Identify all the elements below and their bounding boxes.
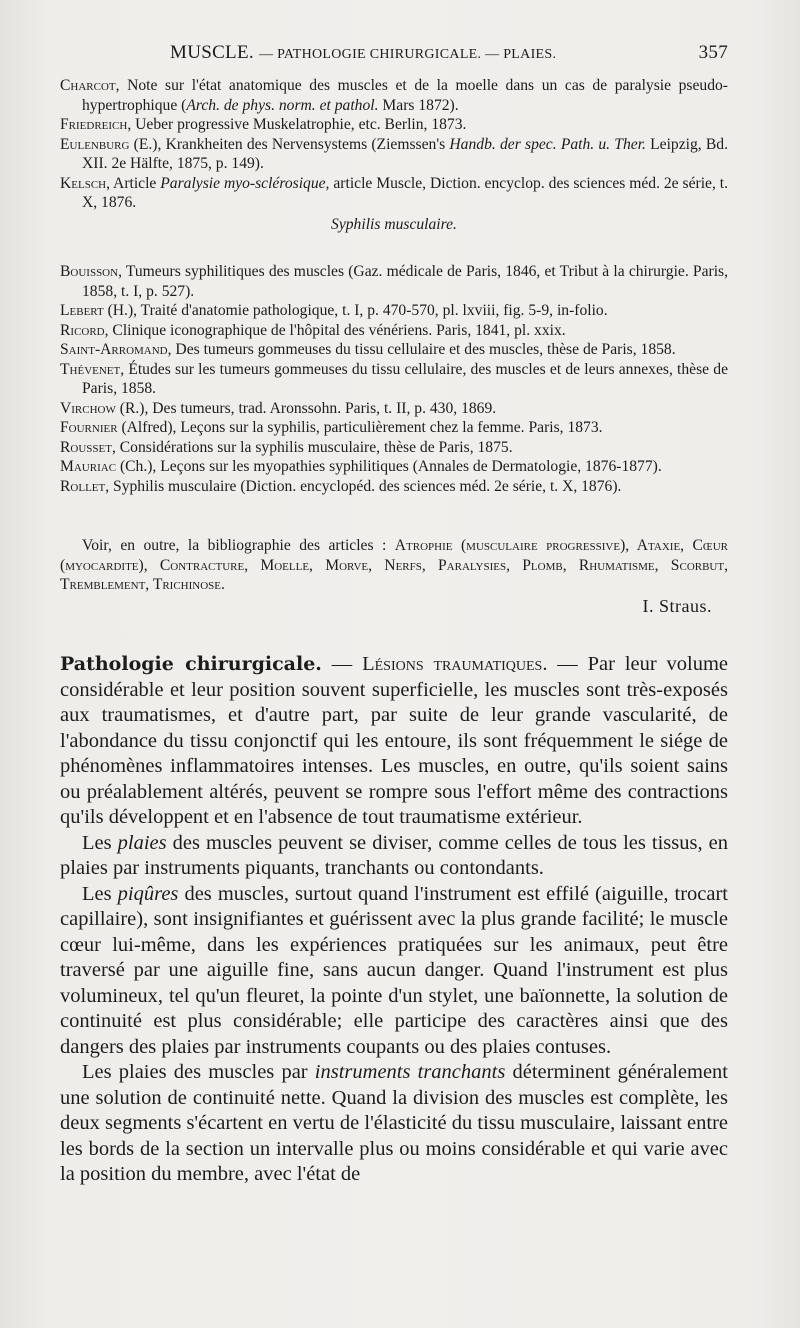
- see-also-note: [60, 536, 728, 595]
- bib-text: (Alfred), Leçons sur la syphilis, particulièrement chez la femme. Paris, 1873.: [117, 419, 603, 436]
- bib-author: Lebert: [60, 302, 104, 319]
- paragraph-text: Par leur volume considérable et leur position souvent superficielle, les muscles sont très-exposés aux traumatismes, et d'autre part, par suite de leur grande vascularité, de l'abondance du tissu conjonctif qui les entoure, ils sont fréquemment le siége de phénomènes inflammatoires intenses. Les muscles, en outre, qu'ils soient sains ou préalablement altérés, peuvent se rompre sous l'effort même des contractions qu'ils développent et en l'absence de tout traumatisme extérieur.: [60, 653, 729, 828]
- paragraph: [60, 831, 728, 882]
- bib-entry: [60, 174, 728, 213]
- bib-text: Des tumeurs gommeuses du tissu cellulaire et des muscles, thèse de Paris, 1858.: [171, 341, 676, 358]
- bib-entry: [60, 360, 728, 399]
- section-heading: Pathologie chirurgicale.: [60, 653, 322, 675]
- bib-text: Considérations sur la syphilis musculaire, thèse de Paris, 1875.: [115, 438, 513, 456]
- section-subheading: — Lésions traumatiques. —: [331, 653, 578, 675]
- bib-author: Bouisson,: [60, 263, 122, 280]
- emphasis: instruments tranchants: [314, 1061, 506, 1083]
- bib-entry: [60, 418, 728, 438]
- bib-author: Thévenet,: [60, 360, 125, 378]
- bib-text: (H.), Traité d'anatomie pathologique, t. I, p. 470-570, pl. lxviii, fig. 5-9, in-folio.: [103, 302, 608, 319]
- emphasis: plaies: [117, 831, 167, 854]
- bib-author: Kelsch,: [60, 174, 110, 192]
- running-header: [60, 42, 728, 68]
- bib-entry: [60, 438, 728, 458]
- bib-journal: Paralysie myo-sclérosique,: [160, 174, 330, 192]
- bib-entry: [60, 399, 728, 419]
- bib-text: Tumeurs syphilitiques des muscles (Gaz. médicale de Paris, 1846, et Tribut à la chirurgie. Paris, 1858, t. I, p. 527).: [82, 263, 728, 300]
- bib-author: Rousset,: [60, 438, 116, 456]
- bib-tail: Leipzig, Bd. XII. 2e Hälfte, 1875, p. 149).: [82, 135, 728, 172]
- bib-entry: [60, 135, 728, 174]
- bib-author: Friedreich,: [60, 116, 132, 133]
- bib-text: Note sur l'état anatomique des muscles et de la moelle dans un cas de paralysie pseudo-hypertrophique (: [82, 77, 728, 114]
- paragraph-text: Les: [82, 882, 118, 905]
- author-signature: I. Straus.: [642, 596, 712, 616]
- bib-text: Article: [110, 174, 161, 192]
- bib-entry: [60, 76, 728, 115]
- bib-entry: [60, 477, 728, 497]
- paragraph-text: des muscles peuvent se diviser, comme celles de tous les tissus, en plaies par instruments piquants, tranchants ou contondants.: [60, 831, 728, 879]
- see-also-refs: Atrophie (musculaire progressive), Ataxie, Cœur (myocardite), Contracture, Moelle, Morve, Nerfs, Paralysies, Plomb, Rhumatisme, Scorbut, Tremblement, Trichinose.: [60, 537, 728, 593]
- main-text: [60, 652, 728, 1188]
- see-also-intro: Voir, en outre, la bibliographie des articles :: [82, 537, 395, 554]
- subheading-syphilis: Syphilis musculaire.: [331, 216, 457, 233]
- bib-entry: [60, 115, 728, 135]
- bib-text: (Ch.), Leçons sur les myopathies syphilitiques (Annales de Dermatologie, 1876-1877).: [116, 458, 662, 475]
- running-title: [170, 42, 556, 64]
- paragraph: [60, 652, 728, 831]
- bib-author: Eulenburg: [60, 135, 130, 153]
- bib-text: Syphilis musculaire (Diction. encyclopéd. des sciences méd. 2e série, t. X, 1876).: [109, 477, 622, 495]
- page-number: 357: [698, 42, 728, 63]
- paragraph-text: Les: [82, 831, 118, 854]
- bib-entry: [60, 457, 728, 477]
- bib-entry: [60, 340, 728, 360]
- see-also-text: [60, 536, 728, 595]
- syphilis-bibliography-list: [60, 262, 728, 496]
- bib-text: Ueber progressive Muskelatrophie, etc. Berlin, 1873.: [131, 116, 467, 133]
- bib-author: Mauriac: [60, 458, 117, 475]
- running-title-rest: — PATHOLOGIE CHIRURGICALE. — PLAIES.: [258, 47, 557, 62]
- bib-text: Études sur les tumeurs gommeuses du tissu cellulaire, des muscles et de leurs annexes, thèse de Paris, 1858.: [82, 360, 728, 397]
- paragraph-text: Les plaies des muscles par: [82, 1061, 315, 1083]
- paragraph: [60, 1060, 728, 1188]
- bib-author: Charcot,: [60, 77, 120, 94]
- paragraph-text: déterminent généralement une solution de continuité nette. Quand la division des muscles est complète, les deux segments s'écartent en vertu de l'élasticité du tissu musculaire, laissant entre les bords de la section un intervalle plus ou moins considérable et qui varie avec la position du membre, avec l'état de: [60, 1061, 728, 1185]
- bibliography-list: [60, 76, 728, 213]
- bib-text: Clinique iconographique de l'hôpital des vénériens. Paris, 1841, pl. xxix.: [108, 321, 566, 339]
- bib-text: (R.), Des tumeurs, trad. Aronssohn. Paris, t. II, p. 430, 1869.: [115, 399, 497, 417]
- bib-tail: Mars 1872).: [378, 96, 459, 114]
- paragraph: [60, 882, 728, 1061]
- bib-tail: article Muscle, Diction. encyclop. des sciences méd. 2e série, t. X, 1876.: [82, 174, 728, 211]
- bib-author: Fournier: [60, 419, 118, 436]
- bib-entry: [60, 301, 728, 321]
- paragraph-text: des muscles, surtout quand l'instrument est effilé (aiguille, trocart capillaire), sont insignifiantes et guérissent avec la plus grande facilité; le muscle cœur lui-même, dans les expériences pratiquées sur les animaux, peut être traversé par une aiguille fine, sans aucun danger. Quand l'instrument est plus volumineux, tel qu'un fleuret, la pointe d'un stylet, une baïonnette, la solution de continuité est plus considérable; elle participe des caractères ainsi que des dangers des plaies par instruments coupants ou des plaies contuses.: [60, 882, 728, 1058]
- bib-author: Saint-Arromand,: [60, 341, 172, 358]
- bib-entry: [60, 321, 728, 341]
- running-title-main: MUSCLE.: [170, 42, 254, 63]
- emphasis: piqûres: [117, 882, 179, 905]
- bib-journal: Arch. de phys. norm. et pathol.: [186, 96, 379, 114]
- bib-author: Virchow: [60, 399, 116, 417]
- bib-author: Rollet,: [60, 477, 110, 495]
- bib-author: Ricord,: [60, 321, 109, 339]
- bib-journal: Handb. der spec. Path. u. Ther.: [449, 135, 646, 153]
- bib-text: (E.), Krankheiten des Nervensystems (Ziemssen's: [129, 135, 450, 153]
- bib-entry: [60, 262, 728, 301]
